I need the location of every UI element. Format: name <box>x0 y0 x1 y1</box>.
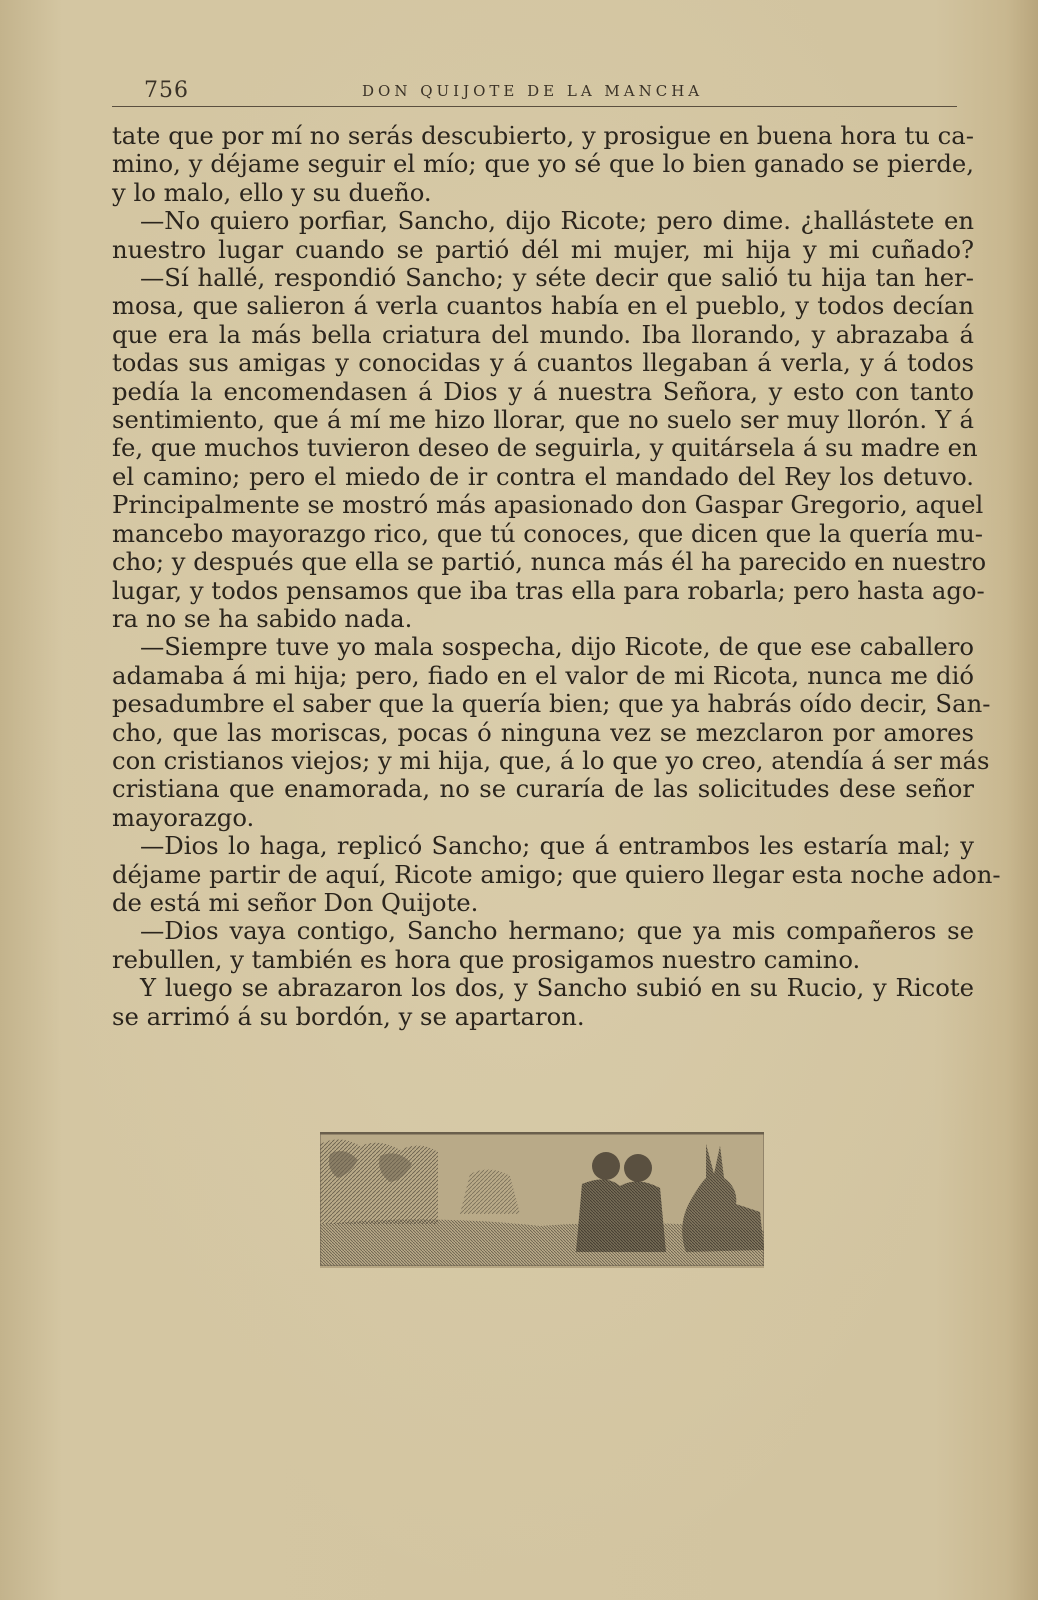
page-number: 756 <box>144 78 189 103</box>
text-line: pedía la encomendasen á Dios y á nuestra Señora, y esto con tanto <box>112 376 974 406</box>
text-line: fe, que muchos tuvieron deseo de seguirla, y quitársela á su madre en <box>112 433 978 463</box>
text-line: y lo malo, ello y su dueño. <box>112 177 432 207</box>
text-line: de está mi señor Don Quijote. <box>112 887 479 917</box>
text-line: mosa, que salieron á verla cuantos había en el pueblo, y todos decían <box>112 291 974 321</box>
text-line: todas sus amigas y conocidas y á cuantos llegaban á verla, y á todos <box>112 348 974 378</box>
text-line: ra no se ha sabido nada. <box>112 603 413 633</box>
text-line: nuestro lugar cuando se partió dél mi mujer, mi hija y mi cuñado? <box>112 234 974 264</box>
text-line: —Sí hallé, respondió Sancho; y séte decir que salió tu hija tan her- <box>140 263 974 293</box>
text-line: tate que por mí no serás descubierto, y prosigue en buena hora tu ca- <box>112 121 974 150</box>
text-line: mayorazgo. <box>112 802 255 832</box>
running-title: DON QUIJOTE DE LA MANCHA <box>362 82 704 100</box>
text-line: que era la más bella criatura del mundo. Iba llorando, y abrazaba á <box>112 319 974 349</box>
text-line: cho, que las moriscas, pocas ó ninguna vez se mezclaron por amores <box>112 717 974 747</box>
text-line: adamaba á mi hija; pero, fiado en el valor de mi Ricota, nunca me dió <box>112 660 974 690</box>
text-line: Principalmente se mostró más apasionado don Gaspar Gregorio, aquel <box>112 490 984 520</box>
text-line: pesadumbre el saber que la quería bien; que ya habrás oído decir, San- <box>112 689 991 719</box>
text-line: —No quiero porfiar, Sancho, dijo Ricote; pero dime. ¿hallástete en <box>140 206 974 236</box>
text-line: con cristianos viejos; y mi hija, que, á lo que yo creo, atendía á ser más <box>112 745 990 775</box>
text-line: mancebo mayorazgo rico, que tú conoces, que dicen que la quería mu- <box>112 518 984 548</box>
illustration-engraving <box>320 1132 764 1268</box>
text-line: Y luego se abrazaron los dos, y Sancho subió en su Rucio, y Ricote <box>140 973 974 1003</box>
engraving-image <box>320 1134 764 1266</box>
text-line: cristiana que enamorada, no se curaría de las solicitudes dese señor <box>112 774 974 804</box>
text-line: mino, y déjame seguir el mío; que yo sé que lo bien ganado se pierde, <box>112 149 974 179</box>
text-line: el camino; pero el miedo de ir contra el mandado del Rey los detuvo. <box>112 461 974 491</box>
text-line: rebullen, y también es hora que prosigamos nuestro camino. <box>112 944 861 974</box>
text-line: déjame partir de aquí, Ricote amigo; que quiero llegar esta noche adon- <box>112 859 1001 889</box>
text-line: —Dios vaya contigo, Sancho hermano; que ya mis compañeros se <box>140 916 974 946</box>
text-line: —Dios lo haga, replicó Sancho; que á entrambos les estaría mal; y <box>140 831 974 861</box>
body-text <box>112 121 1001 1031</box>
text-line: cho; y después que ella se partió, nunca más él ha parecido en nuestro <box>112 547 987 577</box>
header-rule <box>112 106 957 107</box>
text-line: —Siempre tuve yo mala sospecha, dijo Ricote, de que ese caballero <box>140 632 974 662</box>
text-line: se arrimó á su bordón, y se apartaron. <box>112 1001 585 1031</box>
text-line: lugar, y todos pensamos que iba tras ella para robarla; pero hasta ago- <box>112 575 985 605</box>
page-header <box>112 76 957 106</box>
text-line: sentimiento, que á mí me hizo llorar, que no suelo ser muy llorón. Y á <box>112 405 974 435</box>
